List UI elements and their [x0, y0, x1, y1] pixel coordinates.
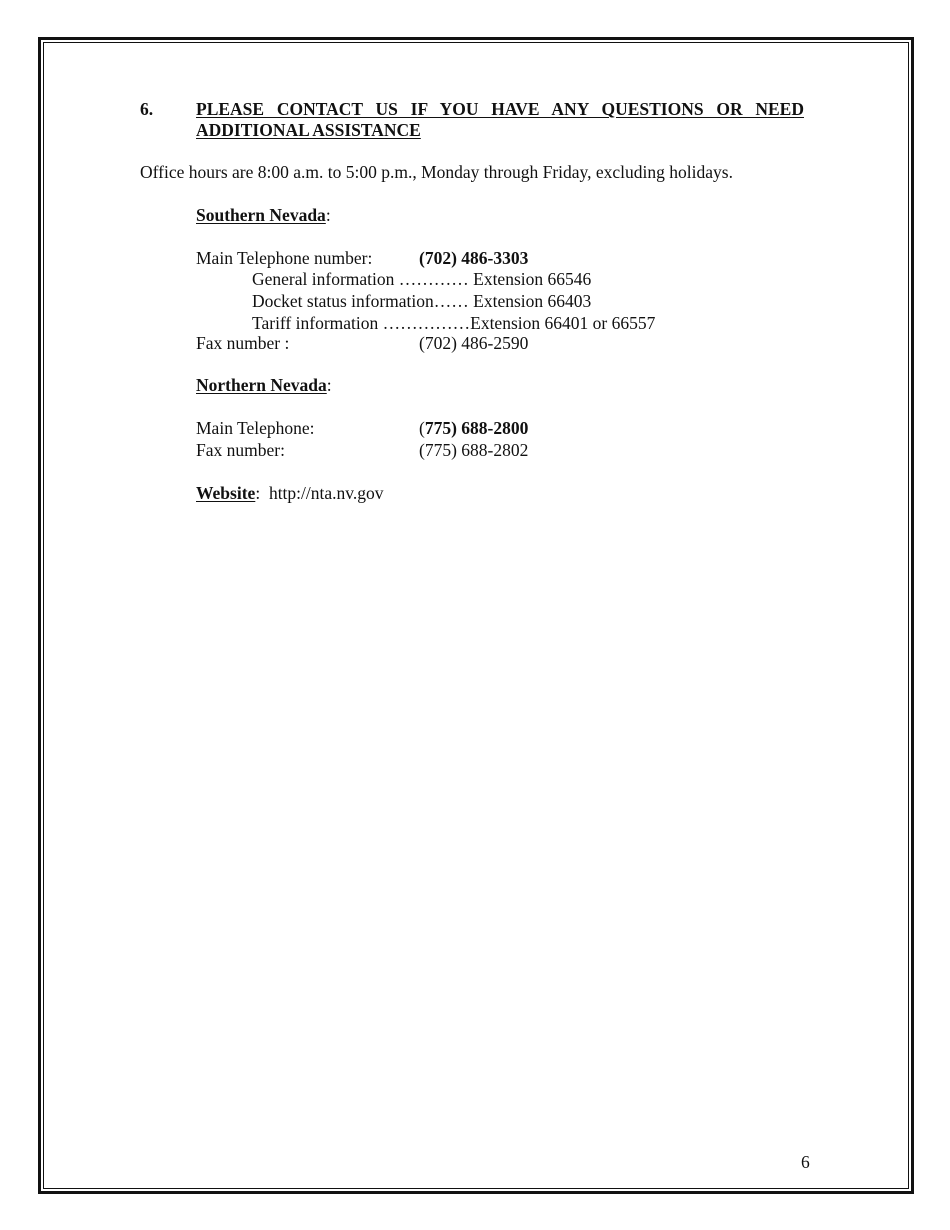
northern-fax-label: Fax number: — [196, 440, 285, 460]
southern-fax-value: (702) 486-2590 — [419, 333, 529, 353]
extension-docket-status: Docket status information…… Extension 66403 — [252, 291, 592, 311]
section-heading-line1: PLEASE CONTACT US IF YOU HAVE ANY QUESTIONS OR NEED — [196, 99, 804, 119]
southern-fax-label: Fax number : — [196, 333, 290, 353]
southern-nevada-heading — [196, 205, 331, 226]
website-url[interactable]: http://nta.nv.gov — [268, 483, 384, 503]
northern-main-phone-paren: ( — [419, 418, 425, 438]
northern-fax-value: (775) 688-2802 — [419, 440, 529, 460]
website-label: Website — [196, 483, 256, 503]
website-separator: : — [255, 483, 269, 503]
southern-main-phone-value: (702) 486-3303 — [419, 248, 529, 268]
southern-main-phone-label: Main Telephone number: — [196, 248, 373, 268]
northern-main-phone-label: Main Telephone: — [196, 418, 315, 438]
extension-general-info: General information ………… Extension 66546 — [252, 269, 592, 289]
page-border-inner — [43, 42, 909, 1189]
website-line — [196, 483, 384, 504]
section-heading — [196, 99, 804, 141]
northern-nevada-colon: : — [326, 375, 332, 395]
section-number: 6. — [140, 99, 154, 119]
office-hours: Office hours are 8:00 a.m. to 5:00 p.m., Monday through Friday, excluding holidays. — [140, 162, 733, 182]
northern-main-phone-value — [419, 418, 528, 439]
northern-nevada-title: Northern Nevada — [196, 375, 327, 395]
northern-nevada-heading — [196, 375, 332, 396]
extension-tariff-info: Tariff information ……………Extension 66401 or 66557 — [252, 313, 656, 333]
southern-nevada-title: Southern Nevada — [196, 205, 326, 225]
page-number: 6 — [801, 1152, 810, 1172]
northern-main-phone-number: 775) 688-2800 — [424, 418, 529, 438]
southern-nevada-colon: : — [325, 205, 331, 225]
section-heading-line2: ADDITIONAL ASSISTANCE — [196, 120, 421, 140]
